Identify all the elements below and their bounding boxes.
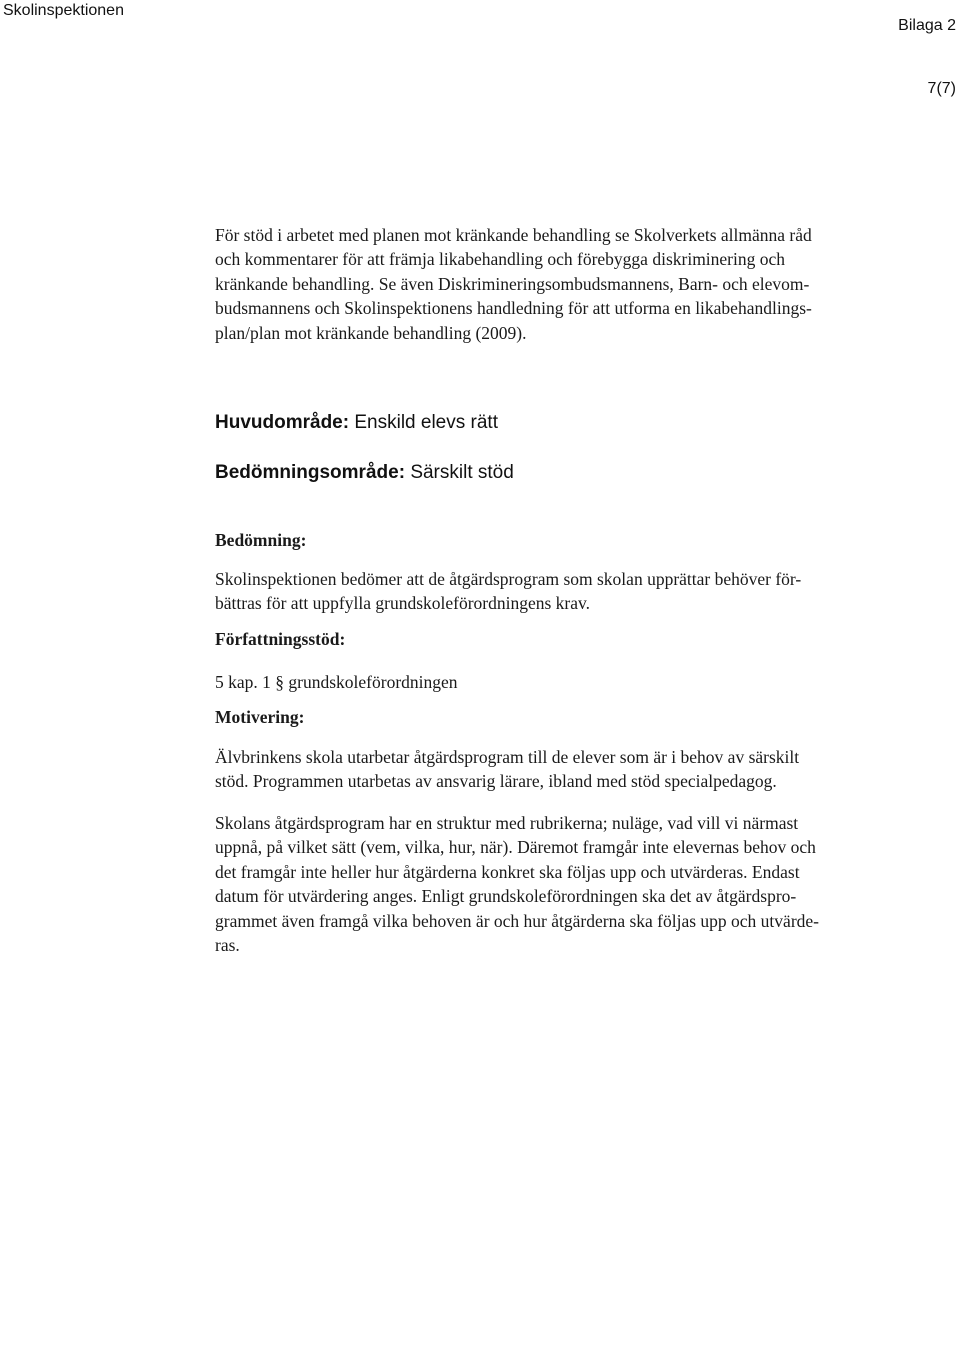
header-appendix: Bilaga 2 <box>898 17 956 34</box>
motivation-line: stöd. Programmen utarbetas av ansvarig lärare, ibland med stöd specialpedagog. <box>215 771 777 792</box>
main-area-label: Huvudområde: <box>215 412 350 433</box>
legal-basis-label: Författningsstöd: <box>215 629 346 649</box>
intro-line: För stöd i arbetet med planen mot kränkande behandling se Skolverkets allmänna råd <box>215 225 812 245</box>
motivation-line: grammet även framgå vilka behoven är och hur åtgärderna ska följas upp och utvärde- <box>215 910 819 931</box>
main-area-value: Enskild elevs rätt <box>354 412 498 433</box>
assessment-text <box>215 567 955 616</box>
motivation-line: uppnå, på vilket sätt (vem, vilka, hur, när). Däremot framgår inte elevernas behov och <box>215 837 816 858</box>
motivation-line: det framgår inte heller hur åtgärderna konkret ska följas upp och utvärderas. Endast <box>215 861 800 882</box>
header-organization: Skolinspektionen <box>3 2 124 19</box>
motivation-line: Älvbrinkens skola utarbetar åtgärdsprogram till de elever som är i behov av särskilt <box>215 747 800 767</box>
motivation-paragraph-1 <box>215 745 955 794</box>
intro-line: kränkande behandling. Se även Diskrimineringsombudsmannens, Barn- och elevom- <box>215 273 810 294</box>
assessment-line: Skolinspektionen bedömer att de åtgärdsprogram som skolan upprättar behöver för- <box>215 569 802 589</box>
motivation-label: Motivering: <box>215 707 305 727</box>
motivation-paragraph-2 <box>215 811 955 957</box>
intro-line: plan/plan mot kränkande behandling (2009). <box>215 322 527 343</box>
assessment-line: bättras för att uppfylla grundskoleförordningens krav. <box>215 593 591 614</box>
motivation-line: datum för utvärdering anges. Enligt grundskoleförordningen ska det av åtgärdspro- <box>215 886 797 907</box>
assessment-area-label: Bedömningsområde: <box>215 462 406 483</box>
assessment-area-heading <box>215 462 514 484</box>
legal-basis-text: 5 kap. 1 § grundskoleförordningen <box>215 672 458 692</box>
page-number: 7(7) <box>927 80 956 97</box>
assessment-label: Bedömning: <box>215 530 307 550</box>
intro-line: och kommentarer för att främja likabehandling och förebygga diskriminering och <box>215 249 786 270</box>
intro-paragraph <box>215 223 955 345</box>
assessment-area-value: Särskilt stöd <box>410 462 514 483</box>
main-area-heading <box>215 412 498 434</box>
intro-line: budsmannens och Skolinspektionens handledning för att utforma en likabehandlings- <box>215 298 812 319</box>
motivation-line: Skolans åtgärdsprogram har en struktur med rubrikerna; nuläge, vad vill vi närmast <box>215 813 799 833</box>
motivation-line: ras. <box>215 935 240 956</box>
